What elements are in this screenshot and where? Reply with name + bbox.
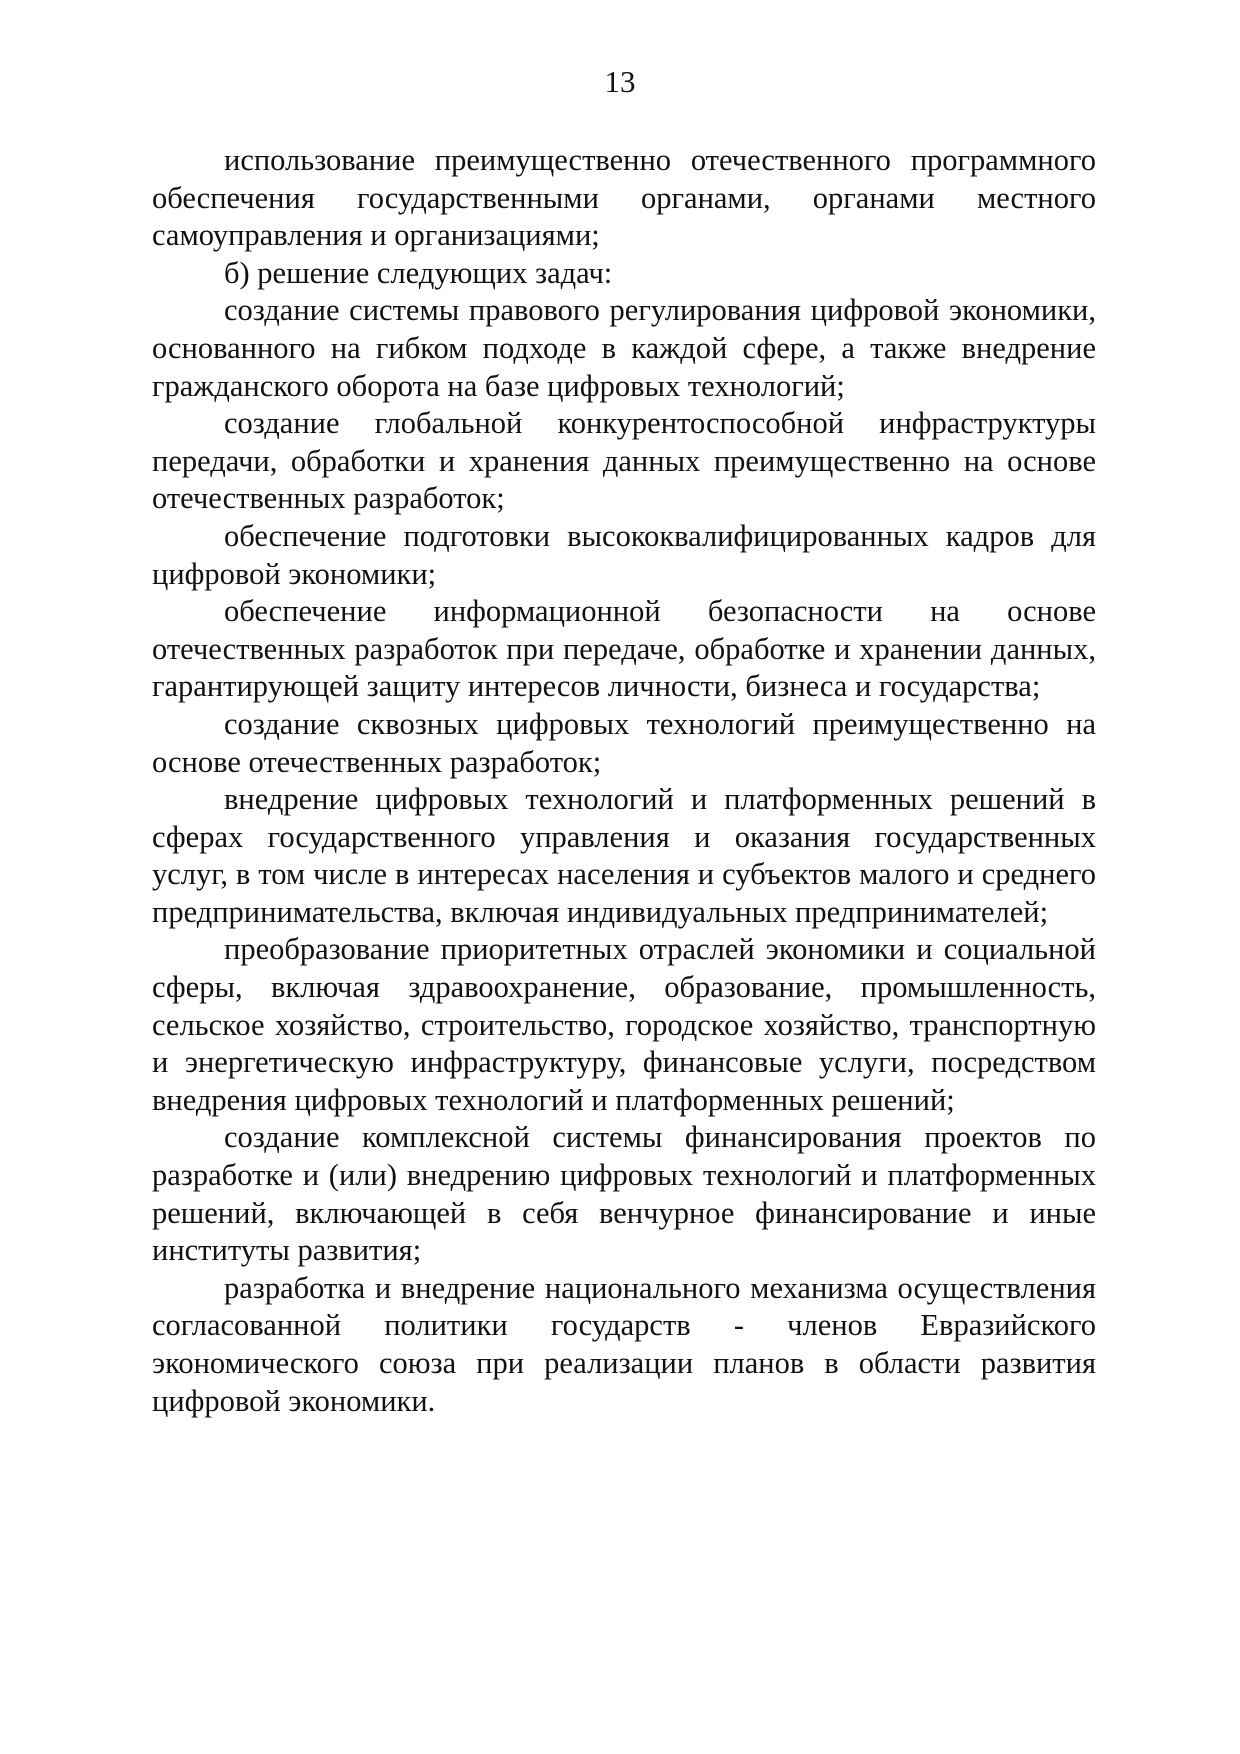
body-text: [152, 142, 1096, 1420]
paragraph-eaeu-mechanism: разработка и внедрение национального механизма осуществления согласованной политики государств - членов Евразийского экономического союза при реализации планов в области развития цифровой экономики.: [152, 1270, 1096, 1418]
paragraph-public-administration: внедрение цифровых технологий и платформенных решений в сферах государственного управления и оказания государственных услуг, в том числе в интересах населения и субъектов малого и среднего предпринимательства, включая индивидуальных предпринимателей;: [152, 782, 1096, 929]
paragraph-tasks-heading: б) решение следующих задач:: [224, 255, 613, 290]
paragraph-end-to-end-tech: создание сквозных цифровых технологий преимущественно на основе отечественных разработок;: [152, 706, 1096, 779]
paragraph-personnel: обеспечение подготовки высококвалифицированных кадров для цифровой экономики;: [152, 518, 1096, 591]
paragraph-infrastructure: создание глобальной конкурентоспособной инфраструктуры передачи, обработки и хранения данных преимущественно на основе отечественных разработок;: [152, 406, 1096, 516]
paragraph-security: обеспечение информационной безопасности на основе отечественных разработок при передаче, обработке и хранении данных, гарантирующей защиту интересов личности, бизнеса и государства;: [152, 594, 1096, 704]
paragraph-software: использование преимущественно отечественного программного обеспечения государственными органами, органами местного самоуправления и организациями;: [152, 143, 1096, 253]
paragraph-industries: преобразование приоритетных отраслей экономики и социальной сферы, включая здравоохранение, образование, промышленность, сельское хозяйство, строительство, городское хозяйство, транспортную и энергетическую инфраструктуру, финансовые услуги, посредством внедрения цифровых технологий и платформенных решений;: [152, 932, 1096, 1117]
paragraph-legal-regulation: создание системы правового регулирования цифровой экономики, основанного на гибком подходе в каждой сфере, а также внедрение гражданского оборота на базе цифровых технологий;: [152, 293, 1096, 403]
paragraph-financing: создание комплексной системы финансирования проектов по разработке и (или) внедрению цифровых технологий и платформенных решений, включающей в себя венчурное финансирование и иные институты развития;: [152, 1120, 1096, 1268]
page-number: 13: [604, 64, 636, 99]
